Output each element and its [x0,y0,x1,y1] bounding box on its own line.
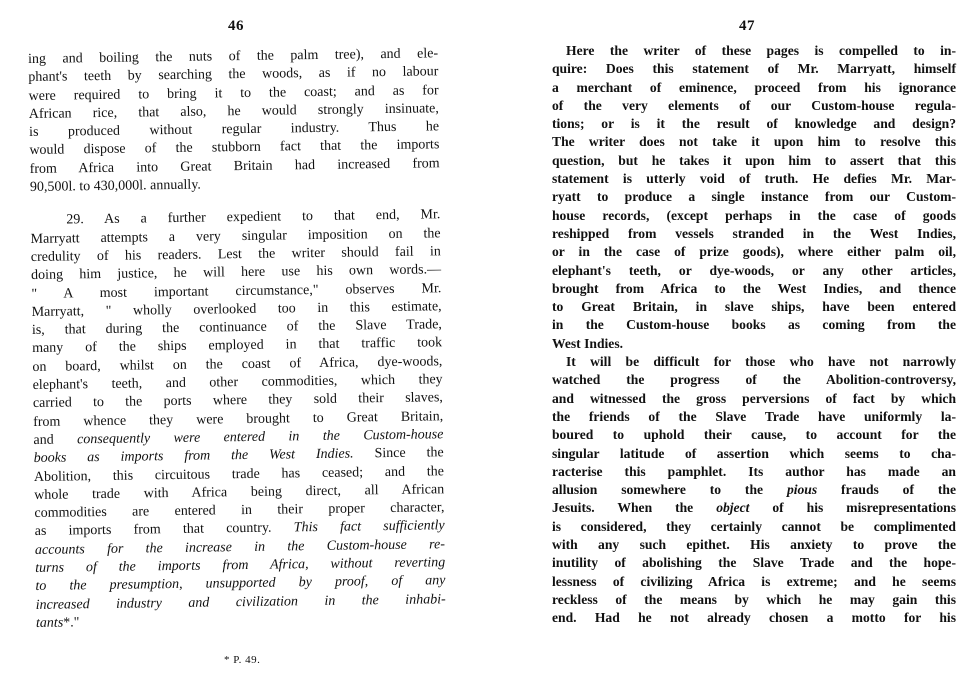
text-line: reckless of the means by which he may gain this [552,591,956,607]
text-line: phant's teeth by searching the woods, as if no labour [28,64,439,86]
text-line: question, but he takes it upon him to assert that this [552,152,956,168]
text-line: elephant's teeth, or dye-woods, or any other articles, [552,262,956,278]
text-line: statement is utterly void of truth. He defies Mr. Mar- [552,171,956,187]
footnote: * P. 49. [224,654,261,666]
text-line: is considered, they certainly cannot be complimented [552,518,956,534]
text-line: the friends of the Slave Trade have uniformly la- [552,408,956,424]
text-line: West Indies. [552,335,624,351]
text-line: from whence they were brought to Great Britain, [33,408,444,430]
text-line: brought from Africa to the West Indies, and thence [552,280,956,296]
italic-text: This fact sufficiently [293,518,445,536]
text-line: The writer does not take it upon him to resolve this [552,134,956,150]
text-line: is, that during the continuance of the Slave Trade, [31,317,442,339]
right-page-number: 47 [739,18,755,34]
plain-text: Since the [353,445,444,462]
left-paragraph-continued [28,45,440,197]
text-line: Abolition, this circuitous trade has ceased; and the [33,463,445,485]
plain-text: Jesuits. When the [552,500,717,516]
text-line [552,481,956,499]
text-line: or in the case of prize goods), where either palm oil, [552,244,956,260]
text-line: and witnessed the gross perversions of fact by which [552,390,956,406]
right-page [490,0,980,689]
text-line: Marryatt, " wholly overlooked too in this estimate, [31,299,442,320]
text-line: commodities are entered in their proper character, [34,500,445,522]
plain-text: of his misrepresentations [749,500,956,516]
text-line: reshipped from vessels stranded in the West Indies, [552,225,956,241]
text-line: doing him justice, he will here use his own words.— [31,262,442,284]
text-line: whole trade with Africa being direct, all African [34,482,445,503]
text-line: end. Had he not already chosen a motto for his [552,610,956,626]
text-line: Marryatt attempts a very singular imposition on the [30,225,441,247]
italic-text: to the presumption, unsupported by proof, of any [35,573,446,595]
text-line: house records, (except perhaps in the case of goods [552,207,956,223]
text-line: " A most important circumstance," observes Mr. [31,280,442,302]
text-line: Here the writer of these pages is compelled to in- [566,43,956,58]
italic-text: books as imports from the West Indies. [33,446,354,467]
italic-text: tants [35,615,64,631]
plain-text: frauds of the [817,482,956,498]
italic-text: consequently were entered in the Custom-house [76,427,444,448]
text-line: were required to bring it to the coast; and as for [28,82,439,104]
text-line: African rice, that also, he would strongly insinuate, [28,101,439,122]
plain-text: as imports from that country. [34,520,294,540]
italic-text: increased industry and civilization in the inhabi- [35,591,446,613]
text-line: of the very elements of our Custom-house regula- [552,97,956,113]
text-line: a merchant of eminence, proceed from his ignorance [552,79,956,95]
text-line [552,499,956,517]
text-line: ing and boiling the nuts of the palm tree), and ele- [28,46,439,67]
text-line: tions; or is it the result of knowledge and design? [552,116,956,132]
plain-text: allusion somewhere to the [552,482,787,498]
text-line: on board, whilst on the coast of Africa, dye-woods, [32,353,443,375]
plain-text: *." [63,615,80,631]
text-line: with any such epithet. His anxiety to prove the [552,537,956,553]
text-line: 29. As a further expedient to that end, Mr. [66,207,441,228]
text-line: It will be difficult for those who have not narrowly [566,354,956,370]
right-page-body [552,42,956,628]
left-paragraph-29 [30,207,446,634]
text-line: to Great Britain, in slave ships, have been entered [552,299,956,315]
text-line: many of the ships employed in that traffic took [32,335,443,357]
text-line: 90,500l. to 430,000l. annually. [29,177,201,196]
text-line: would dispose of the stubborn fact that the imports [29,137,440,159]
text-line: ryatt to produce a single instance from our Custom- [552,189,956,205]
italic-text: object [716,500,750,516]
plain-text: and [33,432,78,448]
text-line: boured to uphold their cause, to account for the [552,427,956,443]
text-line: credulity of his readers. Lest the writer should fail in [30,244,441,265]
text-line: in the Custom-house books as coming from the [552,317,956,333]
text-line: inutility of abolishing the Slave Trade and the hope- [552,555,956,571]
italic-text: accounts for the increase in the Custom-house re- [34,536,446,558]
text-line: carried to the ports where they sold their slaves, [32,390,443,412]
left-page-number: 46 [228,18,244,34]
text-line: elephant's teeth, and other commodities, which they [32,372,443,394]
left-page-body [28,45,446,633]
text-line: from Africa into Great Britain had increased from [29,156,440,177]
text-line: quire: Does this statement of Mr. Marryatt, himself [552,61,956,77]
right-paragraph-1 [552,42,956,353]
text-line: singular latitude of assertion which seems to cha- [552,445,956,461]
text-line: watched the progress of the Abolition-controversy, [552,372,956,388]
italic-text: turns of the imports from Africa, without reverting [35,555,446,576]
text-line: is produced without regular industry. Thus he [29,119,440,141]
text-line: racterise this pamphlet. Its author has made an [552,463,956,479]
italic-text: pious [786,482,818,498]
right-paragraph-2 [552,353,956,627]
text-line: lessness of civilizing Africa is extreme; and he seems [552,573,956,589]
